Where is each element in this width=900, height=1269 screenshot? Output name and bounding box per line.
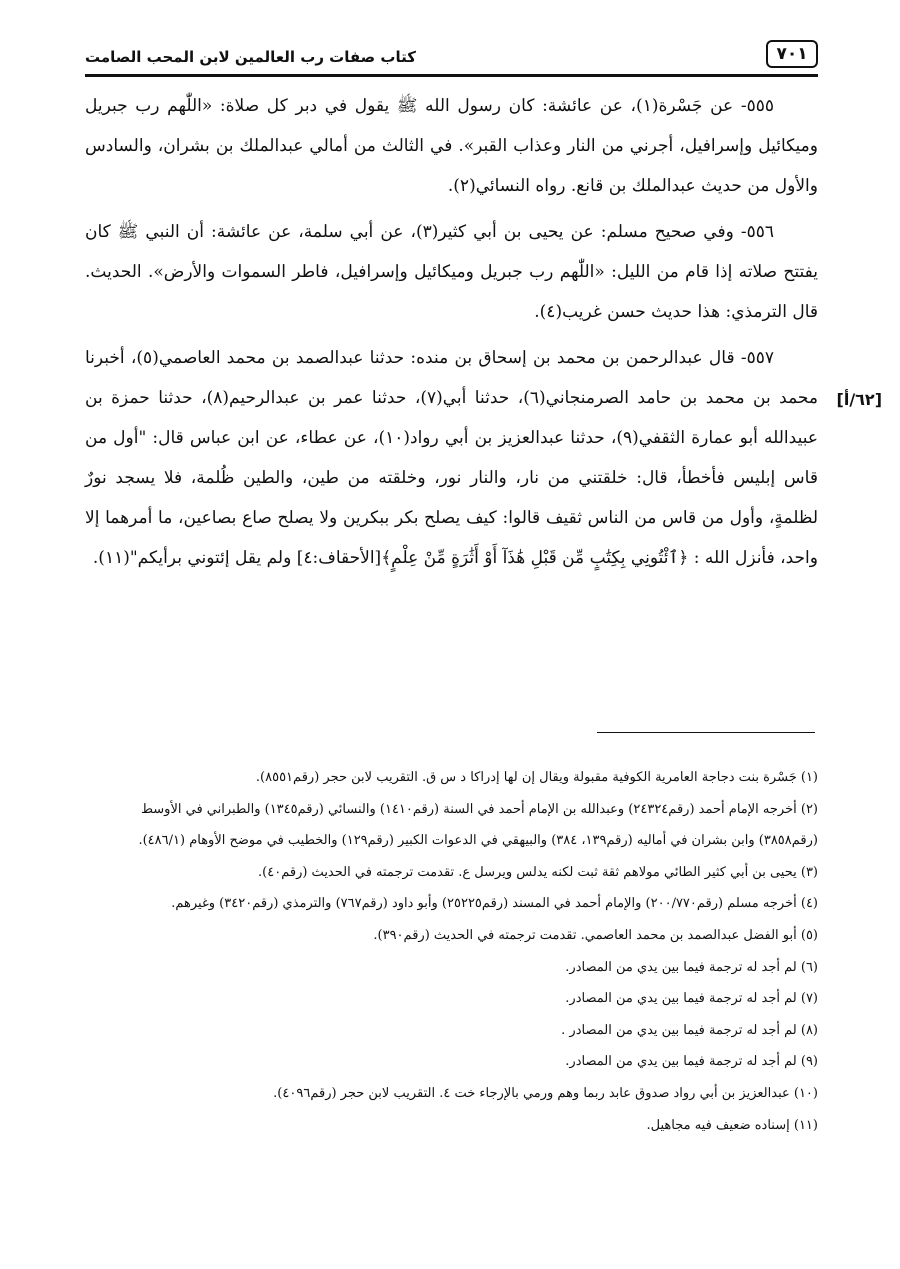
page-header xyxy=(85,40,818,74)
footnote-4: (٤) أخرجه مسلم (رقم٢٠٠/٧٧٠) والإمام أحمد في المسند (رقم٢٥٢٢٥) وأبو داود (رقم٧٦٧) والترمذي (رقم٣٤٢٠) وغيرهم. xyxy=(171,896,818,912)
page-number: ٧٠١ xyxy=(766,40,818,68)
footnote-2: (٢) أخرجه الإمام أحمد (رقم٢٤٣٢٤) وعبدالله بن الإمام أحمد في السنة (رقم١٤١٠) والنسائي (رقم١٣٤٥) والطبراني في الأوسط xyxy=(140,801,818,817)
footnote-5: (٥) أبو الفضل عبدالصمد بن محمد العاصمي. تقدمت ترجمته في الحديث (رقم٣٩٠). xyxy=(373,927,818,943)
footnote-9: (٩) لم أجد له ترجمة فيما بين يدي من المصادر. xyxy=(565,1054,818,1070)
book-title: كتاب صفات رب العالمين لابن المحب الصامت xyxy=(85,48,416,66)
footnote-separator xyxy=(597,732,815,733)
main-text xyxy=(85,86,818,584)
footnote-2-continued: (رقم٣٨٥٨) وابن بشران في أماليه (رقم١٣٩، ٣٨٤) والبيهقي في الدعوات الكبير (رقم١٢٩) والخطيب في موضح الأوهام (٤٨٦/١). xyxy=(138,833,818,849)
paragraph-556: ٥٥٦- وفي صحيح مسلم: عن يحيى بن أبي كثير(٣)، عن أبي سلمة، عن عائشة: أن النبي ﷺ كان يفتتح صلاته إذا قام من الليل: «اللّٰهم رب جبريل وميكائيل وإسرافيل، فاطر السموات والأرض». الحديث. قال الترمذي: هذا حديث حسن غريب(٤). xyxy=(85,222,818,322)
footnote-1: (١) جَسْرة بنت دجاجة العامرية الكوفية مقبولة ويقال إن لها إدراكا د س ق. التقريب لابن حجر (رقم٨٥٥١). xyxy=(255,770,818,785)
margin-reference: [٦٢/أ] xyxy=(836,390,882,409)
footnote-8: (٨) لم أجد له ترجمة فيما بين يدي من المصادر . xyxy=(561,1022,818,1038)
footnote-10: (١٠) عبدالعزيز بن أبي رواد صدوق عابد ربما وهم ورمي بالإرجاء خت ٤. التقريب لابن حجر (رقم٤٠٩٦). xyxy=(273,1085,818,1101)
footnotes xyxy=(85,762,818,1141)
footnote-11: (١١) إسناده ضعيف فيه مجاهيل. xyxy=(646,1117,818,1133)
header-rule xyxy=(85,74,818,77)
footnote-6: (٦) لم أجد له ترجمة فيما بين يدي من المصادر. xyxy=(565,959,818,975)
footnote-3: (٣) يحيى بن أبي كثير الطائي مولاهم ثقة ثبت لكنه يدلس ويرسل ع. تقدمت ترجمته في الحديث (رقم٤٠). xyxy=(258,864,818,880)
paragraph-557: ٥٥٧- قال عبدالرحمن بن محمد بن إسحاق بن منده: حدثنا عبدالصمد بن محمد العاصمي(٥)، أخبرنا محمد بن محمد بن حامد الصرمنجاني(٦)، حدثنا أبي(٧)، حدثنا عمر بن عبدالرحيم(٨)، حدثنا حمزة بن عبيدالله أبو عمارة الثقفي(٩)، حدثنا عبدالعزيز بن أبي رواد(١٠)، عن عطاء، عن ابن عباس قال: "أول من قاس إبليس فأخطأ، قال: خلقتني من نار، والنار نور، وخلقته من طين، والطين ظُلمة، فلا يسجد نورٌ لظلمةٍ، وأول من قاس من الناس ثقيف قالوا: كيف يصلح بكر ببكرين ولا يصلح صاع بصاعين، ما أمرهما إلا واحد، فأنزل الله : ﴿ٱئْتُونِي بِكِتَٰبٍ مِّن قَبْلِ هَٰذَآ أَوْ أَثَٰرَةٍ مِّنْ عِلْمٍ﴾[الأحقاف:٤] ولم يقل إئتوني برأيكم"(١١). xyxy=(85,348,818,568)
paragraph-555: ٥٥٥- عن جَسْرة(١)، عن عائشة: كان رسول الله ﷺ يقول في دبر كل صلاة: «اللّٰهم رب جبريل وميكائيل وإسرافيل، أجرني من النار وعذاب القبر». في الثالث من أمالي عبدالملك بن بشران، والسادس والأول من حديث عبدالملك بن قانع. رواه النسائي(٢). xyxy=(85,96,818,196)
footnote-7: (٧) لم أجد له ترجمة فيما بين يدي من المصادر. xyxy=(565,991,818,1007)
